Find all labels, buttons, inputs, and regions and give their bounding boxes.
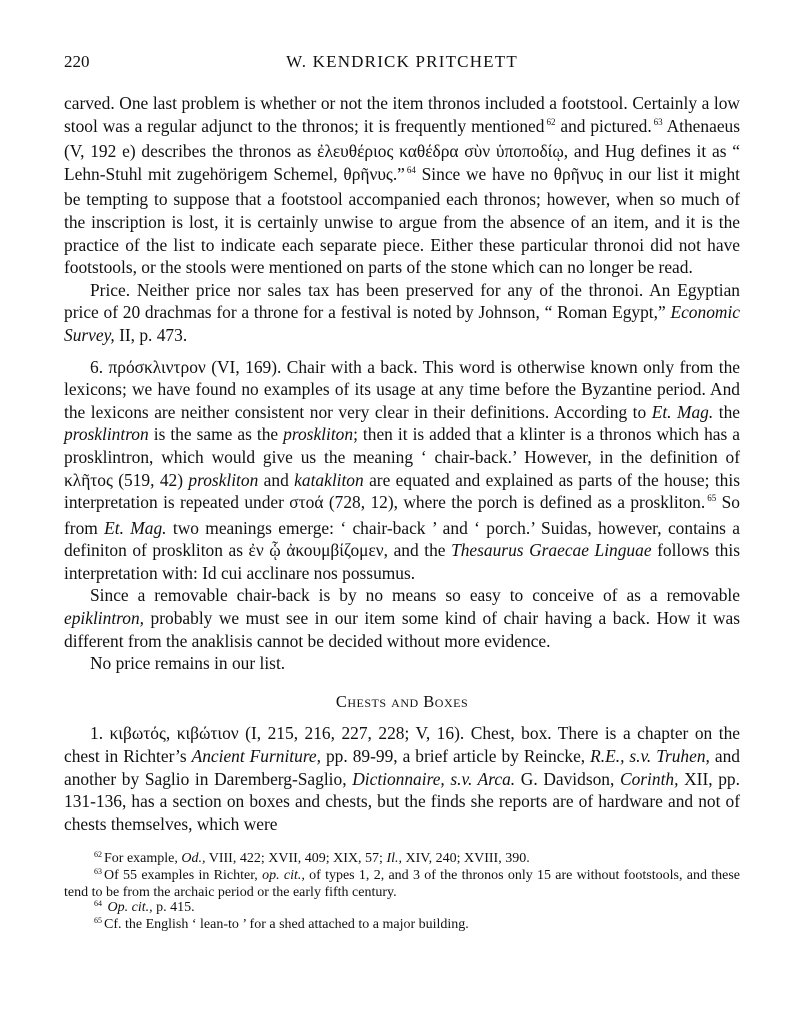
page-number: 220 [64, 52, 90, 71]
footnote-ref-62[interactable]: 62 [546, 116, 556, 127]
page [64, 52, 740, 933]
paragraph-prosklintron: 6. πρόσκλιντρον (VI, 169). Chair with a back. This word is otherwise known only from the lexicons; we have found no examples of its usage at any time before the Byzantine period. And the lexicons are neither consistent nor very clear in their definitions. According to Et. Mag. the prosklintron is the same as the proskliton; then it is added that a klinter is a thronos which has a prosklintron, which would give us the meaning ‘ chair-back.’ However, in the definition of κλῆτος (519, 42) proskliton and katakliton are equated and explained as parts of the house; this interpretation is repeated under στοά (728, 12), where the porch is defined as a proskliton. $^{65}$ So from Et. Mag. two meanings emerge: ‘ chair-back ’ and ‘ porch.’ Suidas, however, contains a definiton of proskliton as ἐν ᾧ ἀκουμβίζομεν, and the Thesaurus Graecae Linguae follows this interpretation with: Id cui acclinare nos possumus. [64, 356, 740, 583]
paragraph-chest-box: 1. κιβωτός, κιβώτιον (I, 215, 216, 227, 228; V, 16). Chest, box. There is a chapter on the chest in Richter’s Ancient Furniture, pp. 89-99, a brief article by Reincke, R.E., s.v. Truhen, and another by Saglio in Daremberg-Saglio, Dictionnaire, s.v. Arca. G. Davidson, Corinth, XII, pp. 131-136, has a section on boxes and chests, but the finds she reports are of hardware and not of chests themselves, which were [64, 723, 740, 834]
footnote-63: $^{63}$ Of 55 examples in Richter, op. cit., of types 1, 2, and 3 of the thronos only 15 are without footstools, and these tend to be from the archaic period or the early fifth century. [64, 867, 740, 900]
footnote-64: $^{64}$ Op. cit., p. 415. [94, 899, 195, 916]
footnote-ref-65[interactable]: 65 [707, 493, 717, 504]
section-heading: Chests and Boxes [335, 691, 469, 711]
footnotes [64, 851, 740, 933]
paragraph-price: Price. Neither price nor sales tax has been preserved for any of the thronoi. An Egyptian price of 20 drachmas for a throne for a festival is noted by Johnson, “ Roman Egypt,” Economic Survey, II, p. 473. [64, 279, 741, 345]
footnote-65: $^{65}$ Cf. the English ‘ lean-to ’ for a shed attached to a major building. [94, 915, 469, 932]
main-text [64, 92, 740, 835]
footnote-ref-64[interactable]: 64 [406, 164, 416, 175]
paragraph-no-price: No price remains in our list. [90, 653, 286, 674]
paragraph-chair-back: Since a removable chair-back is by no means so easy to conceive of as a removable epiklintron, probably we must see in our item some kind of chair having a back. How it was different from the anaklisis cannot be decided without more evidence. [64, 585, 740, 651]
running-title: W. KENDRICK PRITCHETT [286, 52, 518, 71]
paragraph-thronos-footstool: carved. One last problem is whether or not the item thronos included a footstool. Certainly a low stool was a regular adjunct to the thronos; it is frequently mentioned $^{62}$ and pictured. $^{63}$ Athenaeus (V, 192 e) describes the thronos as ἐλευθέριος καθέδρα σὺν ὑποποδίῳ, and Hug defines it as “ Lehn-Stuhl mit zugehörigem Schemel, θρῆνυς.” $^{64}$ Since we have no θρῆνυς in our list it might be tempting to suppose that a footstool accompanied each thronos; however, when so much of the inscription is lost, it is certainly unwise to argue from the absence of an item, and it is the practice of the list to indicate each separate piece. Either these particular thronoi did not have footstools, or the stools were mentioned on parts of the stone which can no longer be read. [64, 93, 740, 278]
footnote-ref-63[interactable]: 63 [653, 116, 663, 127]
running-header [64, 52, 740, 78]
footnote-62: $^{62}$ For example, Od., VIII, 422; XVII, 409; XIX, 57; Il., XIV, 240; XVIII, 390. [94, 850, 530, 867]
